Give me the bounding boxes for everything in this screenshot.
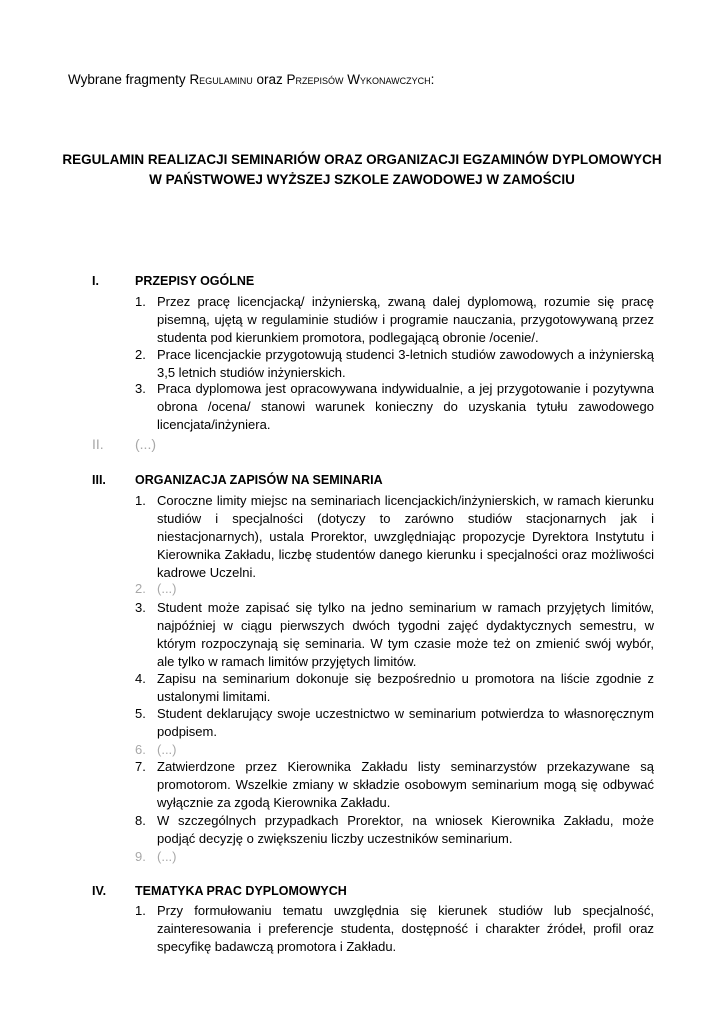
intro-regulation-name: Regulaminu — [189, 72, 253, 87]
document-title: REGULAMIN REALIZACJI SEMINARIÓW ORAZ ORGANIZACJI EGZAMINÓW DYPLOMOWYCH W PAŃSTWOWEJ WYŻSZEJ SZKOLE ZAWODOWEJ W ZAMOŚCIU — [62, 152, 662, 187]
section-3-numeral: III. — [92, 473, 106, 487]
intro-regulations-executive: Przepisów Wykonawczych — [286, 72, 431, 87]
item-number: 7. — [135, 759, 146, 774]
intro-prefix: Wybrane fragmenty — [68, 72, 190, 87]
intro-suffix: : — [430, 72, 435, 87]
item-text: Zapisu na seminarium dokonuje się bezpośrednio u promotora na liście zgodnie z ustalonymi limitami. — [157, 671, 654, 704]
item-number: 3. — [135, 600, 146, 615]
item-text: Praca dyplomowa jest opracowywana indywidualnie, a jej przygotowanie i pozytywna obrona /ocena/ stanowi warunek konieczny do uzyskania tytułu zawodowego licencjata/inżyniera. — [157, 381, 654, 432]
section-1-numeral: I. — [92, 274, 99, 288]
item-number: 1. — [135, 294, 146, 309]
item-number: 2. — [135, 581, 146, 596]
section-1-heading: PRZEPISY OGÓLNE — [135, 274, 255, 288]
intro-line — [68, 72, 434, 87]
item-number: 4. — [135, 671, 146, 686]
item-text: Coroczne limity miejsc na seminariach licencjackich/inżynierskich, w ramach kierunku studiów i specjalności (dotyczy to zarówno studiów stacjonarnych jak i niestacjonarnych), ustala Prorektor, uwzględniając propozycje Dyrektora Instytutu i Kierownika Zakładu, liczbę studentów danego kierunku i specjalności oraz możliwości kadrowe Uczelni. — [157, 493, 654, 580]
item-text: Student może zapisać się tylko na jedno seminarium w ramach przyjętych limitów, najpóźniej w ciągu pierwszych dwóch tygodni zajęć dydaktycznych semestru, w którym rozpoczynają się seminaria. W tym czasie może też on zmienić swój wybór, ale tylko w ramach limitów przyjętych limitów. — [157, 600, 654, 669]
item-text: Prace licencjackie przygotowują studenci 3-letnich studiów zawodowych a inżynierską 3,5 letnich studiów inżynierskich. — [157, 347, 654, 380]
item-text: (...) — [157, 742, 177, 757]
item-text: (...) — [157, 849, 177, 864]
item-number: 9. — [135, 849, 146, 864]
item-number: 8. — [135, 813, 146, 828]
section-4-heading: TEMATYKA PRAC DYPLOMOWYCH — [135, 884, 347, 898]
intro-conjunction: oraz — [252, 72, 287, 87]
item-number: 6. — [135, 742, 146, 757]
item-text: Zatwierdzone przez Kierownika Zakładu listy seminarzystów przekazywane są promotorom. Wszelkie zmiany w składzie osobowym seminarium mogą się odbywać wyłącznie za zgodą Kierownika Zakładu. — [157, 759, 654, 810]
item-text: Student deklarujący swoje uczestnictwo w seminarium potwierdza to własnoręcznym podpisem. — [157, 706, 654, 739]
item-text: Przy formułowaniu tematu uwzględnia się kierunek studiów lub specjalność, zainteresowania i preferencje studenta, dostępność i charakter źródeł, profil oraz specyfikę badawczą promotora i Zakładu. — [157, 903, 654, 954]
section-3-heading: ORGANIZACJA ZAPISÓW NA SEMINARIA — [135, 473, 383, 487]
item-text: W szczególnych przypadkach Prorektor, na wniosek Kierownika Zakładu, może podjąć decyzję o zwiększeniu liczby uczestników seminarium. — [157, 813, 654, 846]
item-number: 2. — [135, 347, 146, 362]
section-2-numeral: II. — [92, 436, 104, 452]
item-number: 1. — [135, 493, 146, 508]
section-4-numeral: IV. — [92, 884, 107, 898]
item-number: 5. — [135, 706, 146, 721]
section-2-heading: (...) — [135, 436, 156, 452]
item-number: 1. — [135, 903, 146, 918]
item-text: Przez pracę licencjacką/ inżynierską, zwaną dalej dyplomową, rozumie się pracę pisemną, ujętą w regulaminie studiów i programie nauczania, przygotowywaną przez studenta pod kierunkiem promotora, podlegającą obronie /ocenie/. — [157, 294, 654, 345]
item-text: (...) — [157, 581, 177, 596]
item-number: 3. — [135, 381, 146, 396]
